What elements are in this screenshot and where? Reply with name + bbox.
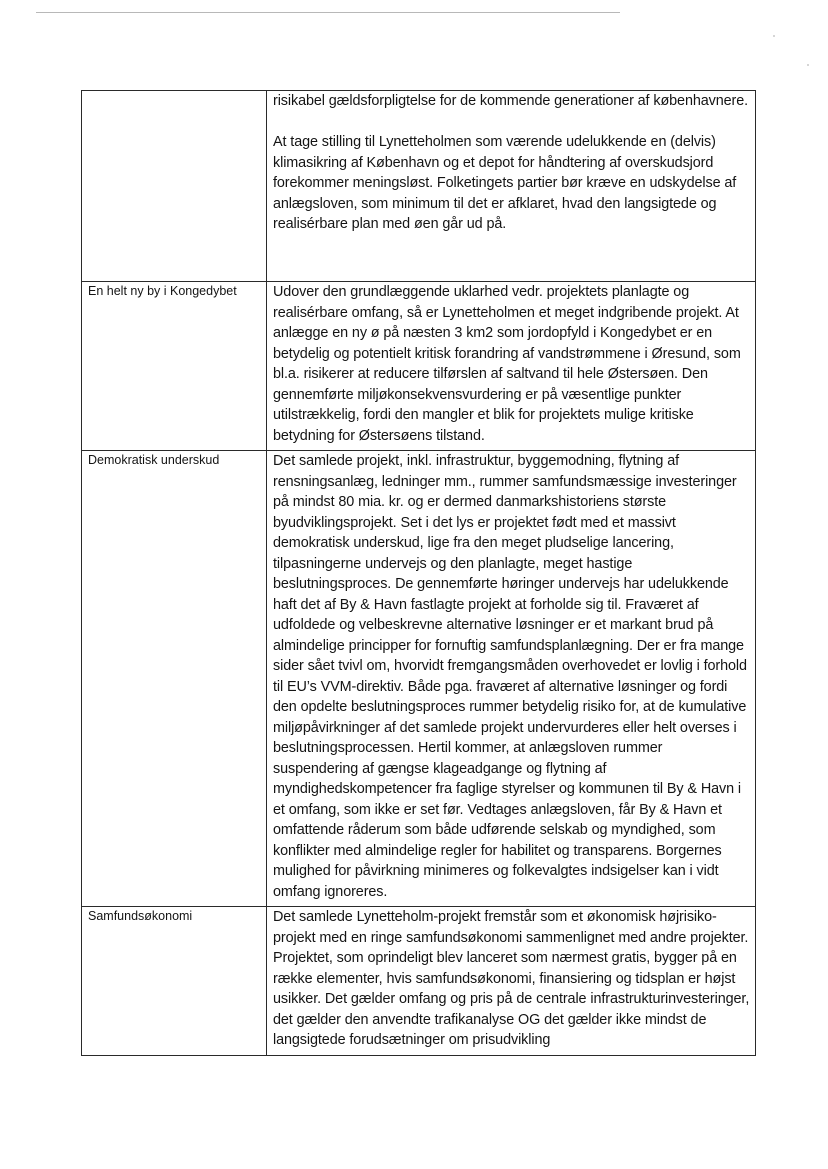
row-label: Demokratisk underskud xyxy=(82,451,267,907)
table-row xyxy=(82,91,756,282)
row-label xyxy=(82,91,267,282)
scan-top-edge-line xyxy=(36,12,620,13)
paragraph: Det samlede projekt, inkl. infrastruktur, byggemodning, flytning af rensningsanlæg, ledninger mm., rummer samfundsmæssige investeringer på mindst 80 mia. kr. og er dermed danmarkshistoriens største byudviklingsprojekt. Set i det lys er projektet født med et massivt demokratisk underskud, lige fra den meget pludselige lancering, tilpasningerne undervejs og den planlagte, meget hastige beslutningsproces. De gennemførte høringer undervejs har udelukkende haft det af By & Havn fastlagte projekt at forholde sig til. Fraværet af udfoldede og velbeskrevne alternative løsninger er et markant brud på almindelige principper for fornuftig samfundsplanlægning. Der er fra mange sider sået tvivl om, hvorvidt fremgangsmåden overhovedet er lovlig i forhold til EU’s VVM-direktiv. Både pga. fraværet af alternative løsninger og fordi den opdelte beslutningsproces rummer betydelig risiko for, at de kumulative miljøpåvirkninger af det samlede projekt undervurderes eller helt overses i beslutningsprocessen. Hertil kommer, at anlægsloven rummer suspendering af gængse klageadgange og flytning af myndighedskompetencer fra faglige styrelser og kommunen til By & Havn i et omfang, som ikke er set før. Vedtages anlægsloven, får By & Havn et omfattende råderum som både udførende selskab og myndighed, som konflikter med almindelige regler for habilitet og transparens. Borgernes mulighed for påvirkning minimeres og folkevalgtes indsigelser kan i vidt omfang ignoreres. xyxy=(273,453,747,900)
document-table xyxy=(81,90,756,1056)
table-row xyxy=(82,282,756,451)
row-content xyxy=(267,907,756,1056)
row-content xyxy=(267,282,756,451)
row-content xyxy=(267,451,756,907)
row-label: En helt ny by i Kongedybet xyxy=(82,282,267,451)
paragraph: At tage stilling til Lynetteholmen som værende udelukkende en (delvis) klimasikring af København og et depot for håndtering af overskudsjord forekommer meningsløst. Folketingets partier bør kræve en udskydelse af anlægsloven, som minimum til det er afklaret, hvad den langsigtede og realisérbare plan med øen går ud på. xyxy=(273,134,737,232)
row-content xyxy=(267,91,756,282)
scan-speck xyxy=(773,35,775,37)
scan-speck xyxy=(807,64,809,66)
paragraph: risikabel gældsforpligtelse for de kommende generationer af københavnere. xyxy=(273,93,749,109)
table-row xyxy=(82,451,756,907)
row-label: Samfundsøkonomi xyxy=(82,907,267,1056)
paragraph: Udover den grundlæggende uklarhed vedr. projektets planlagte og realisérbare omfang, så er Lynetteholmen et meget indgribende projekt. At anlægge en ny ø på næsten 3 km2 som jordopfyld i Kongedybet er en betydelig og potentielt kritisk forandring af vandstrømmene i Øresund, som bl.a. risikerer at reducere tilførslen af saltvand til hele Østersøen. Den gennemførte miljøkonsekvensvurdering er på væsentlige punkter utilstrækkelig, fordi den mangler et blik for projektets mulige kritiske betydning for Østersøens tilstand. xyxy=(273,284,741,444)
table-row xyxy=(82,907,756,1056)
paragraph: Det samlede Lynetteholm-projekt fremstår som et økonomisk højrisiko-projekt med en ringe samfundsøkonomi sammenlignet med andre projekter. Projektet, som oprindeligt blev lanceret som nærmest gratis, bygger på en række elementer, hvis samfundsøkonomi, finansiering og tidsplan er højst usikker. Det gælder omfang og pris på de centrale infrastrukturinvesteringer, det gælder den anvendte trafikanalyse OG det gælder ikke mindst de langsigtede forudsætninger om prisudvikling xyxy=(273,909,750,1048)
